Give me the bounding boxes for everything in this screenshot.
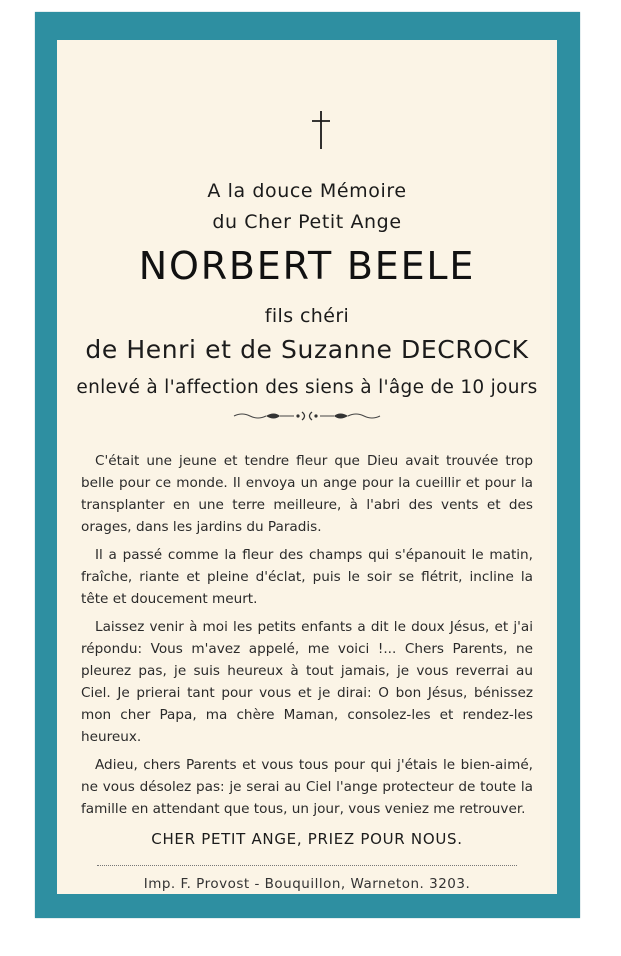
- memoire-line-1: A la douce Mémoire: [207, 180, 407, 202]
- parents-line: de Henri et de Suzanne DECROCK: [85, 335, 529, 364]
- cross-icon: [310, 110, 332, 150]
- age-line: enlevé à l'affection des siens à l'âge de 10 jours: [76, 377, 538, 398]
- paragraph: Laissez venir à moi les petits enfants a dit le doux Jésus, et j'ai répondu: Vous m'avez appelé, me voici !... Chers Parents, ne pleurez pas, je suis heureux à tout jamais, je vous reverrai au Ciel. Je prierai tant pour vous et je dirai: O bon Jésus, bénissez mon cher Papa, ma chère Maman, consolez-les et rendez-les heureux.: [81, 619, 533, 745]
- paragraph: C'était une jeune et tendre fleur que Dieu avait trouvée trop belle pour ce monde. Il envoya un ange pour la cueillir et pour la transplanter en une terre meilleure, à l'abri des vents et des orages, dans les jardins du Paradis.: [81, 453, 533, 535]
- memorial-card: [35, 12, 580, 918]
- prayer-line: CHER PETIT ANGE, PRIEZ POUR NOUS.: [151, 830, 463, 848]
- ornament-divider: [232, 408, 382, 424]
- memoire-line-2: du Cher Petit Ange: [212, 211, 402, 233]
- paragraph: Adieu, chers Parents et vous tous pour qui j'étais le bien-aimé, ne vous désolez pas: je serai au Ciel l'ange protecteur de toute la famille en attendant que tous, un jour, vous veniez me retrouver.: [81, 757, 533, 817]
- dotted-divider: [97, 865, 517, 866]
- paragraph: Il a passé comme la fleur des champs qui s'épanouit le matin, fraîche, riante et pleine d'éclat, puis le soir se flétrit, incline la tête et doucement meurt.: [81, 547, 533, 607]
- card-paper: [57, 40, 557, 894]
- deceased-name: NORBERT BEELE: [138, 244, 476, 288]
- fils-line: fils chéri: [264, 305, 350, 327]
- body-text: [81, 450, 533, 826]
- printer-line: Imp. F. Provost - Bouquillon, Warneton. 3203.: [143, 876, 471, 892]
